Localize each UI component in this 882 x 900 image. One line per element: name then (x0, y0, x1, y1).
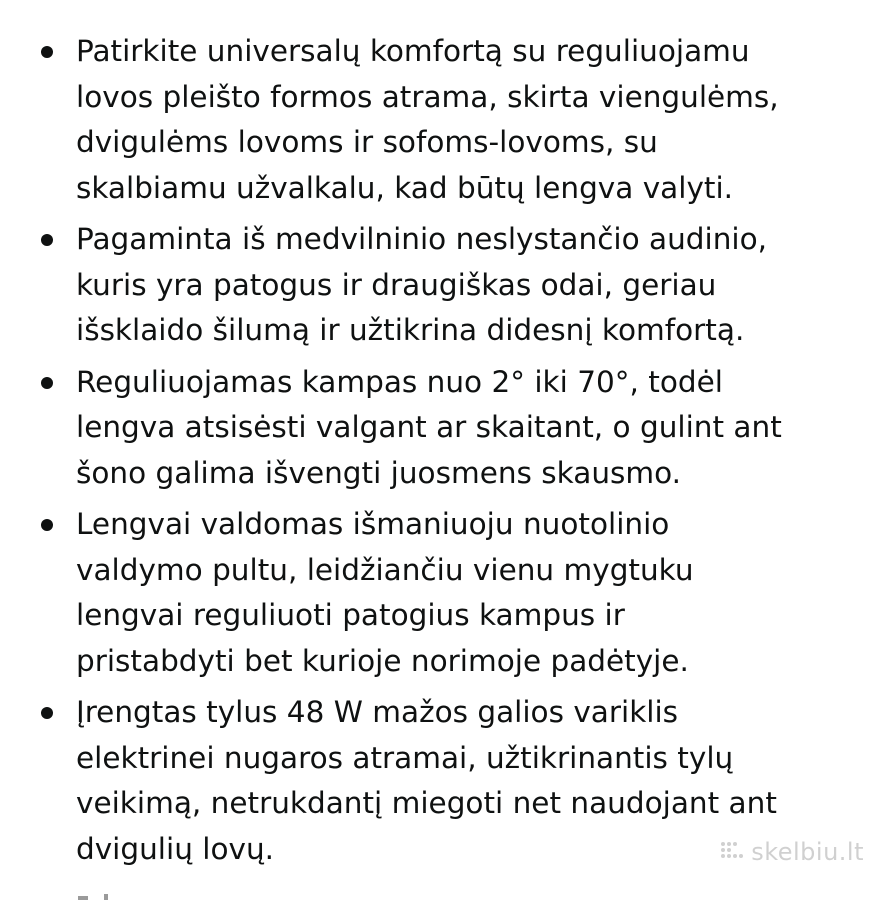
bullet-line: išsklaido šilumą ir užtikrina didesnį komfortą. (76, 313, 745, 347)
bullet-line: dvigulėms lovoms ir sofoms-lovoms, su (76, 125, 658, 159)
bullet-item-2 (0, 217, 882, 354)
bullet-line: lengva atsisėsti valgant ar skaitant, o gulint ant (76, 410, 782, 444)
cut-off-text-fragment (76, 888, 116, 900)
bullet-line: Reguliuojamas kampas nuo 2° iki 70°, todėl (76, 364, 723, 399)
bullet-line: lengvai reguliuoti patogius kampus ir (76, 598, 625, 632)
bullet-line: Lengvai valdomas išmaniuoju nuotolinio (76, 507, 670, 541)
bullet-line: Patirkite universalų komfortą su reguliuojamu (76, 34, 750, 68)
skelbiu-logo-icon (717, 838, 745, 866)
bullet-dot-icon (41, 707, 53, 719)
bullet-line: kuris yra patogus ir draugiškas odai, geriau (76, 267, 717, 302)
bullet-line: dvigulių lovų. (76, 831, 275, 866)
feature-bullet-list (0, 29, 882, 878)
bullet-line: Įrengtas tylus 48 W mažos galios variklis (76, 695, 679, 729)
bullet-line: valdymo pultu, leidžiančiu vienu mygtuku (76, 552, 694, 587)
bullet-dot-icon (41, 234, 53, 246)
bullet-item-4 (0, 502, 882, 684)
bullet-line: lovos pleišto formos atrama, skirta viengulėms, (76, 79, 779, 114)
bullet-line: veikimą, netrukdantį miegoti net naudojant ant (76, 786, 777, 820)
bullet-line: Pagaminta iš medvilninio neslystančio audinio, (76, 222, 768, 256)
bullet-line: skalbiamu užvalkalu, kad būtų lengva valyti. (76, 170, 734, 205)
bullet-dot-icon (41, 377, 53, 389)
bullet-dot-icon (41, 519, 53, 531)
watermark-text: skelbiu.lt (751, 838, 864, 866)
bullet-item-1 (0, 29, 882, 211)
bullet-dot-icon (41, 46, 53, 58)
bullet-item-3 (0, 360, 882, 497)
watermark (717, 838, 864, 866)
bullet-line: pristabdyti bet kurioje norimoje padėtyje. (76, 643, 689, 678)
bullet-line: šono galima išvengti juosmens skausmo. (76, 455, 682, 490)
bullet-line: elektrinei nugaros atramai, užtikrinantis tylų (76, 740, 734, 775)
